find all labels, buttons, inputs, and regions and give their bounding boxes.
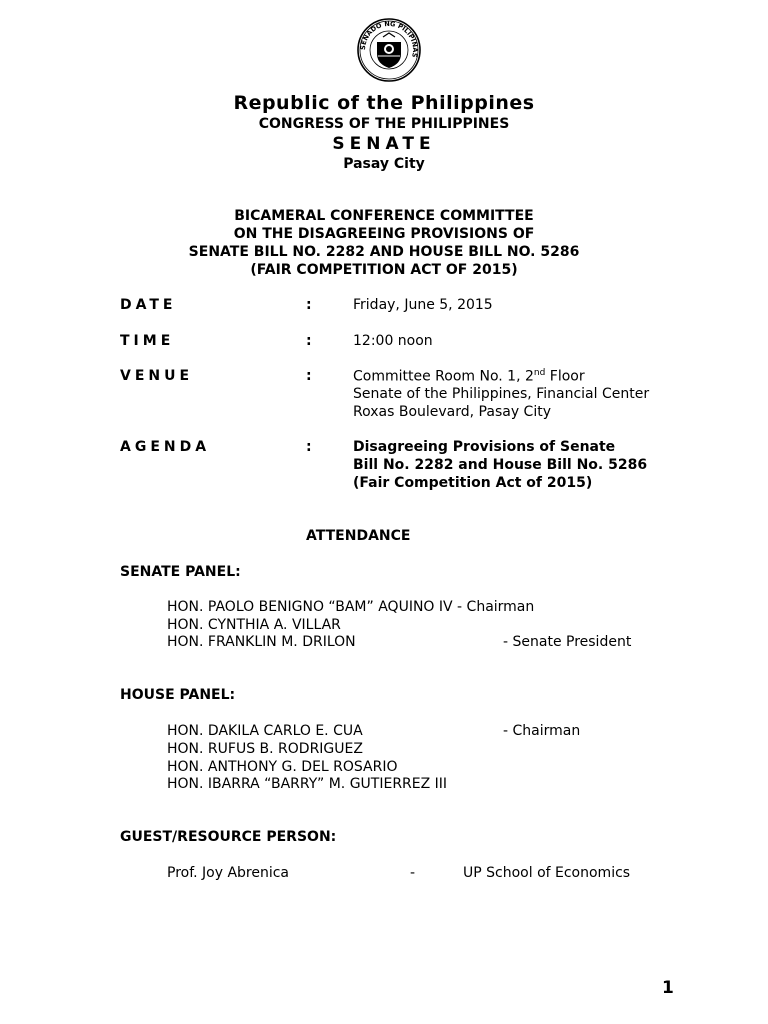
senate-member-3-role: - Senate President (503, 634, 632, 650)
house-member-3: HON. ANTHONY G. DEL ROSARIO (167, 759, 398, 775)
venue-line-1 (353, 368, 585, 385)
guest-dash: - (410, 865, 416, 881)
venue-label: VENUE (120, 368, 194, 384)
title-line-1: BICAMERAL CONFERENCE COMMITTEE (234, 208, 534, 224)
senate-heading: SENATE (332, 134, 436, 154)
agenda-colon: : (306, 439, 312, 455)
agenda-line-3: (Fair Competition Act of 2015) (353, 475, 593, 491)
date-value: Friday, June 5, 2015 (353, 297, 493, 313)
guest-heading: GUEST/RESOURCE PERSON: (120, 829, 337, 845)
republic-heading: Republic of the Philippines (233, 92, 535, 114)
venue-line-1-pre: Committee Room No. 1, 2 (353, 368, 534, 385)
senate-seal (357, 18, 421, 82)
guest-name: Prof. Joy Abrenica (167, 865, 290, 881)
title-line-4: (FAIR COMPETITION ACT OF 2015) (250, 262, 518, 278)
senate-panel-heading: SENATE PANEL: (120, 564, 241, 580)
venue-line-2: Senate of the Philippines, Financial Center (353, 386, 650, 402)
time-value: 12:00 noon (353, 333, 433, 349)
house-member-1: HON. DAKILA CARLO E. CUA (167, 723, 363, 739)
title-line-2: ON THE DISAGREEING PROVISIONS OF (233, 226, 535, 242)
venue-colon: : (306, 368, 312, 384)
city-heading: Pasay City (343, 156, 425, 172)
svg-text:SENADO NG PILIPINAS: SENADO NG PILIPINAS (358, 19, 420, 59)
senate-member-3: HON. FRANKLIN M. DRILON (167, 634, 356, 650)
page-number: 1 (662, 978, 674, 998)
house-member-1-role: - Chairman (503, 723, 581, 739)
time-label: TIME (120, 333, 175, 349)
venue-line-1-sup: nd (533, 368, 546, 378)
agenda-line-2: Bill No. 2282 and House Bill No. 5286 (353, 457, 648, 473)
title-line-3: SENATE BILL NO. 2282 AND HOUSE BILL NO. 5286 (188, 244, 580, 260)
attendance-heading: ATTENDANCE (306, 528, 411, 544)
agenda-line-1: Disagreeing Provisions of Senate (353, 439, 616, 455)
date-colon: : (306, 297, 312, 313)
house-member-2: HON. RUFUS B. RODRIGUEZ (167, 741, 363, 757)
guest-affiliation: UP School of Economics (463, 865, 631, 881)
venue-line-3: Roxas Boulevard, Pasay City (353, 404, 551, 420)
agenda-label: AGENDA (120, 439, 211, 455)
venue-line-1-post: Floor (545, 368, 585, 385)
congress-heading: CONGRESS OF THE PHILIPPINES (258, 116, 510, 132)
senate-member-1: HON. PAOLO BENIGNO “BAM” AQUINO IV - Chairman (167, 599, 535, 615)
senate-member-2: HON. CYNTHIA A. VILLAR (167, 617, 341, 633)
date-label: DATE (120, 297, 177, 313)
house-member-4: HON. IBARRA “BARRY” M. GUTIERREZ III (167, 776, 448, 792)
time-colon: : (306, 333, 312, 349)
house-panel-heading: HOUSE PANEL: (120, 687, 236, 703)
